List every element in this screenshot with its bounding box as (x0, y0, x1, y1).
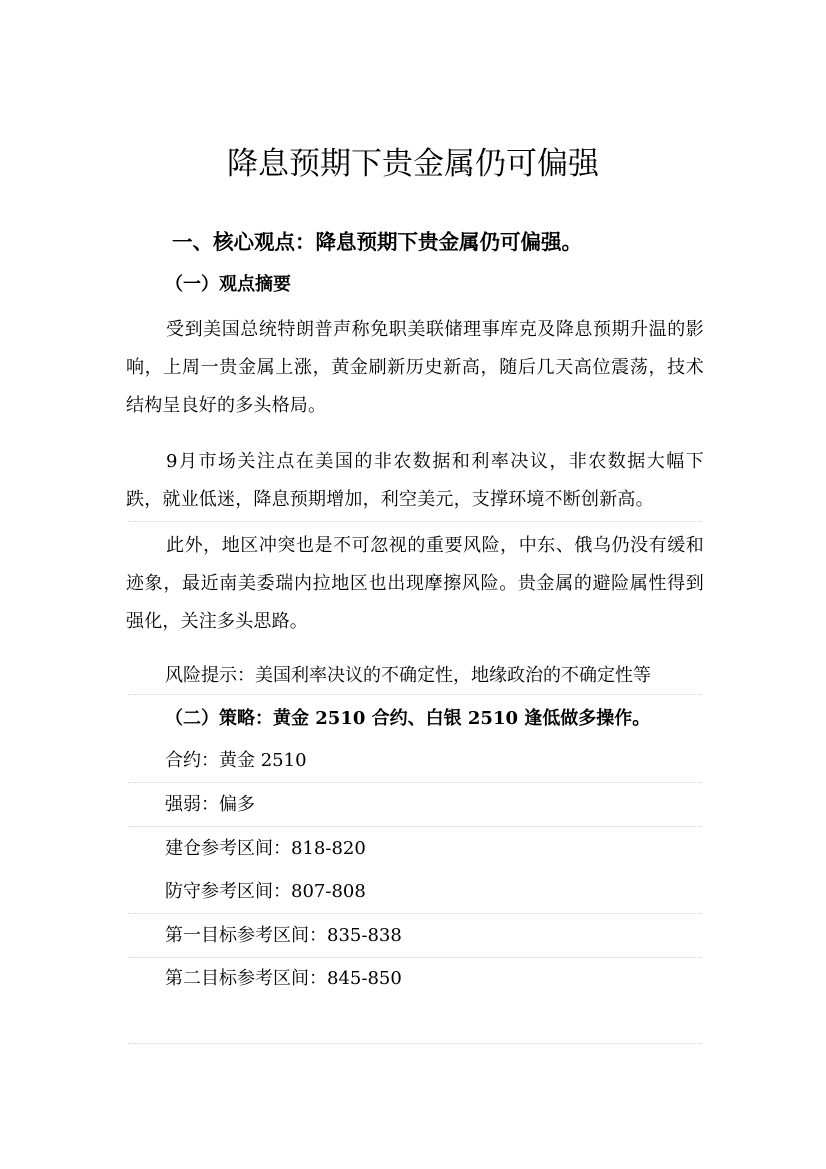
paragraph-3: 此外，地区冲突也是不可忽视的重要风险，中东、俄乌仍没有缓和迹象，最近南美委瑞内拉地区也出现摩擦风险。贵金属的避险属性得到强化，关注多头思路。 (126, 535, 704, 632)
paragraph-2: 9月市场关注点在美国的非农数据和利率决议，非农数据大幅下跌，就业低迷，降息预期增加，利空美元，支撑环境不断创新高。 (126, 451, 704, 510)
dotted-divider (128, 782, 702, 783)
document-title: 降息预期下贵金属仍可偏强 (227, 146, 599, 182)
risk-note: 风险提示：美国利率决议的不确定性，地缘政治的不确定性等 (165, 665, 651, 686)
summary-heading: （一）观点摘要 (165, 274, 291, 295)
strategy-target-1: 第一目标参考区间：835-838 (165, 925, 402, 946)
dotted-divider (128, 826, 702, 827)
section-heading-core-view: 一、核心观点：降息预期下贵金属仍可偏强。 (172, 230, 582, 254)
strategy-heading: （二）策略：黄金 2510 合约、白银 2510 逢低做多操作。 (165, 708, 651, 729)
strategy-target-2: 第二目标参考区间：845-850 (165, 968, 402, 989)
strategy-strength: 强弱：偏多 (165, 794, 255, 815)
strategy-entry-range: 建仓参考区间：818-820 (165, 838, 366, 859)
strategy-contract: 合约：黄金 2510 (165, 750, 307, 771)
dotted-divider (128, 913, 702, 914)
dotted-divider (128, 694, 702, 695)
dotted-divider (128, 957, 702, 958)
strategy-stop-range: 防守参考区间：807-808 (165, 881, 366, 902)
dotted-divider (128, 1043, 702, 1044)
dotted-divider (128, 521, 702, 522)
paragraph-1: 受到美国总统特朗普声称免职美联储理事库克及降息预期升温的影响，上周一贵金属上涨，黄金刷新历史新高，随后几天高位震荡，技术结构呈良好的多头格局。 (126, 319, 704, 416)
